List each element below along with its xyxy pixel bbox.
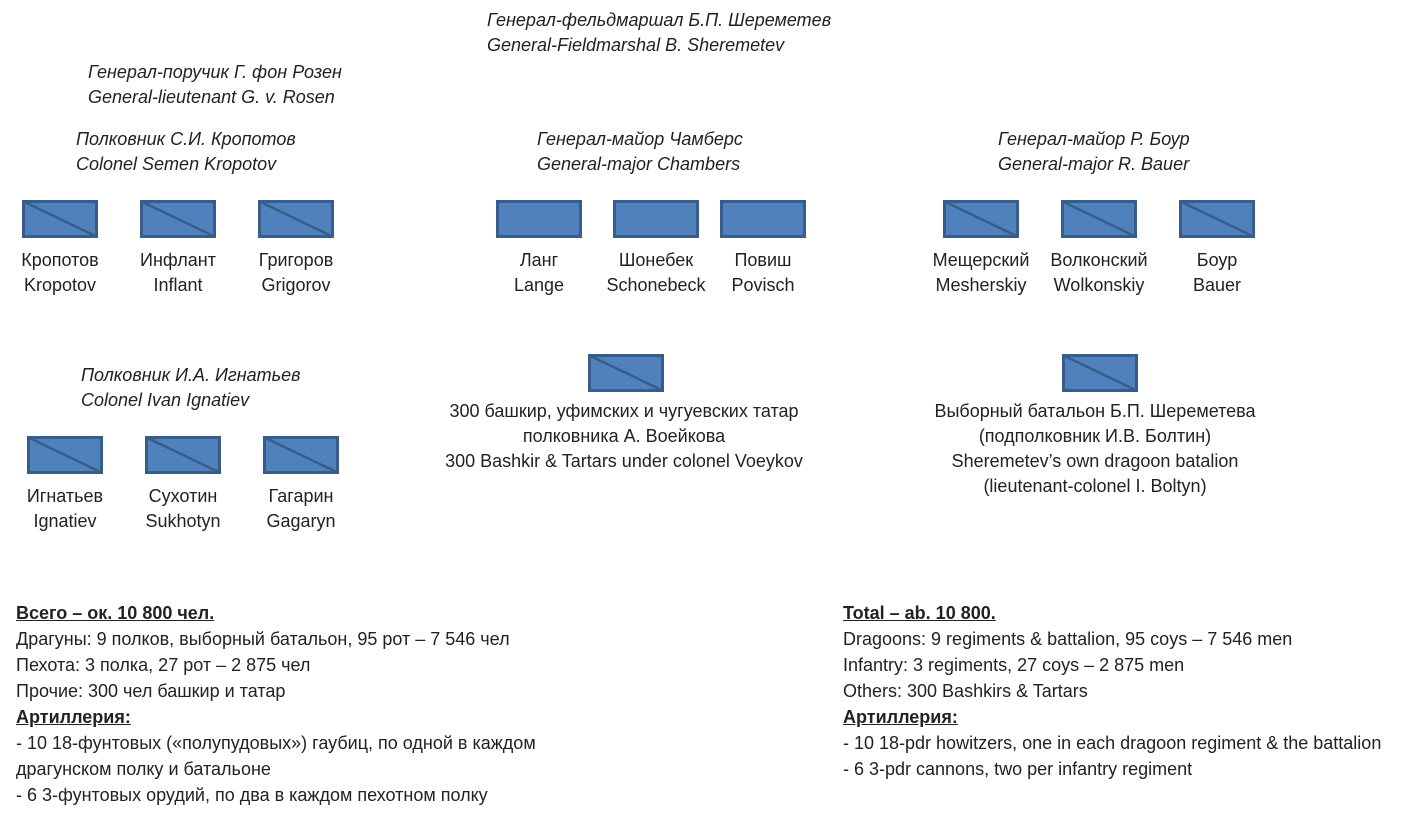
unit-label-ru: Повиш [734,250,792,270]
unit-bauer [1152,200,1282,298]
unit-povisch [698,200,828,298]
unit-wolkonskiy [1034,200,1164,298]
guard-line-4: (lieutenant-colonel I. Boltyn) [983,476,1207,496]
rosen-commander [88,60,342,110]
summary-ru-cannons: - 6 3-фунтовых орудий, по два в каждом пехотном полку [16,785,488,805]
summary-ru-dragoons: Драгуны: 9 полков, выборный батальон, 95 рот – 7 546 чел [16,629,510,649]
unit-label-ru: Игнатьев [26,486,104,506]
unit-label-en: Grigorov [261,275,331,295]
bauer-commander-en: General-major R. Bauer [998,154,1190,174]
summary-en-total: Total – ab. 10 800. [843,603,996,623]
unit-kropotov [0,200,125,298]
unit-label-ru: Мещерский [932,250,1030,270]
summary-ru-total: Всего – ок. 10 800 чел. [16,603,215,623]
unit-ignatiev [0,436,130,534]
commander-in-chief-en: General-Fieldmarshal B. Sheremetev [487,35,785,55]
summary-en-cannons: - 6 3-pdr cannons, two per infantry regiment [843,759,1193,779]
unit-label-ru: Гагарин [268,486,334,506]
chambers-commander-en: General-major Chambers [537,154,741,174]
summary-en-howitzers: - 10 18-pdr howitzers, one in each dragoon regiment & the battalion [843,733,1382,753]
rosen-en: General-lieutenant G. v. Rosen [88,87,335,107]
tatars-line-3: 300 Bashkir & Tartars under colonel Voeykov [445,451,803,471]
unit-label-en: Bauer [1192,275,1242,295]
unit-label-en: Lange [513,275,565,295]
ignatiev-commander-en: Colonel Ivan Ignatiev [81,390,250,410]
summary-ru-artillery-heading: Артиллерия: [16,707,131,727]
guard-battalion-label [900,399,1290,499]
unit-label-ru: Сухотин [148,486,218,506]
unit-label-en: Povisch [731,275,795,295]
unit-inflant [113,200,243,298]
unit-label-ru: Кропотов [21,250,99,270]
commander-in-chief-ru: Генерал-фельдмаршал Б.П. Шереметев [487,10,832,30]
chambers-commander-ru: Генерал-майор Чамберс [537,129,743,149]
summary-en-artillery-heading: Артиллерия: [843,707,958,727]
unit-gagaryn [236,436,366,534]
unit-label-ru: Боур [1196,250,1238,270]
bauer-commander-ru: Генерал-майор Р. Боур [998,129,1190,149]
summary-en-others: Others: 300 Bashkirs & Tartars [843,681,1088,701]
unit-grigorov [231,200,361,298]
unit-label-en: Kropotov [23,275,97,295]
summary-ru-howitzers: - 10 18-фунтовых («полупудовых») гаубиц, по одной в каждом драгунском полку и батальоне [16,733,536,779]
summary-ru-others: Прочие: 300 чел башкир и татар [16,681,286,701]
unit-label-en: Schonebeck [606,275,706,295]
rosen-ru: Генерал-поручик Г. фон Розен [88,62,342,82]
unit-sukhotyn [118,436,248,534]
unit-label-ru: Волконский [1050,250,1148,270]
unit-mesherskiy [916,200,1046,298]
unit-label-en: Ignatiev [33,511,97,531]
tatars-line-2: полковника А. Воейкова [522,426,726,446]
guard-line-2: (подполковник И.В. Болтин) [978,426,1212,446]
tatars-label [424,399,824,474]
infantry-regiment-symbol [613,200,699,238]
summary-en-infantry: Infantry: 3 regiments, 27 coys – 2 875 men [843,655,1185,675]
guard-line-3: Sheremetev’s own dragoon batalion [951,451,1239,471]
kropotov-commander-en: Colonel Semen Kropotov [76,154,277,174]
infantry-regiment-symbol [496,200,582,238]
chambers-brigade-commander [537,127,743,177]
guard-battalion-symbol [1062,354,1138,397]
dragoon-regiment-symbol [140,200,216,238]
unit-label-ru: Шонебек [618,250,694,270]
summary-ru-infantry: Пехота: 3 полка, 27 рот – 2 875 чел [16,655,311,675]
unit-label-en: Wolkonskiy [1053,275,1145,295]
infantry-regiment-symbol [720,200,806,238]
summary-en [843,600,1403,782]
unit-label-en: Gagaryn [266,511,336,531]
unit-label-ru: Инфлант [140,250,216,270]
guard-line-1: Выборный батальон Б.П. Шереметева [934,401,1256,421]
unit-label-en: Sukhotyn [145,511,221,531]
kropotov-brigade-commander [76,127,296,177]
dragoon-regiment-symbol [943,200,1019,238]
dragoon-regiment-symbol [145,436,221,474]
dragoon-regiment-symbol [263,436,339,474]
unit-label-ru: Григоров [258,250,334,270]
unit-label-en: Inflant [153,275,203,295]
dragoon-regiment-symbol [22,200,98,238]
dragoon-regiment-symbol [1061,200,1137,238]
tatars-symbol [588,354,664,397]
dragoon-battalion-symbol [1062,354,1138,392]
bauer-brigade-commander [998,127,1190,177]
unit-label-ru: Ланг [519,250,559,270]
dragoon-regiment-symbol [27,436,103,474]
ignatiev-brigade-commander [81,363,301,413]
summary-en-dragoons: Dragoons: 9 regiments & battalion, 95 coys – 7 546 men [843,629,1293,649]
unit-label-en: Mesherskiy [935,275,1027,295]
dragoon-regiment-symbol [1179,200,1255,238]
irregular-cavalry-symbol [588,354,664,392]
unit-lange [474,200,604,298]
ignatiev-commander-ru: Полковник И.А. Игнатьев [81,365,301,385]
tatars-line-1: 300 башкир, уфимских и чугуевских татар [449,401,799,421]
summary-ru [16,600,576,808]
commander-in-chief [487,8,831,58]
kropotov-commander-ru: Полковник С.И. Кропотов [76,129,296,149]
dragoon-regiment-symbol [258,200,334,238]
